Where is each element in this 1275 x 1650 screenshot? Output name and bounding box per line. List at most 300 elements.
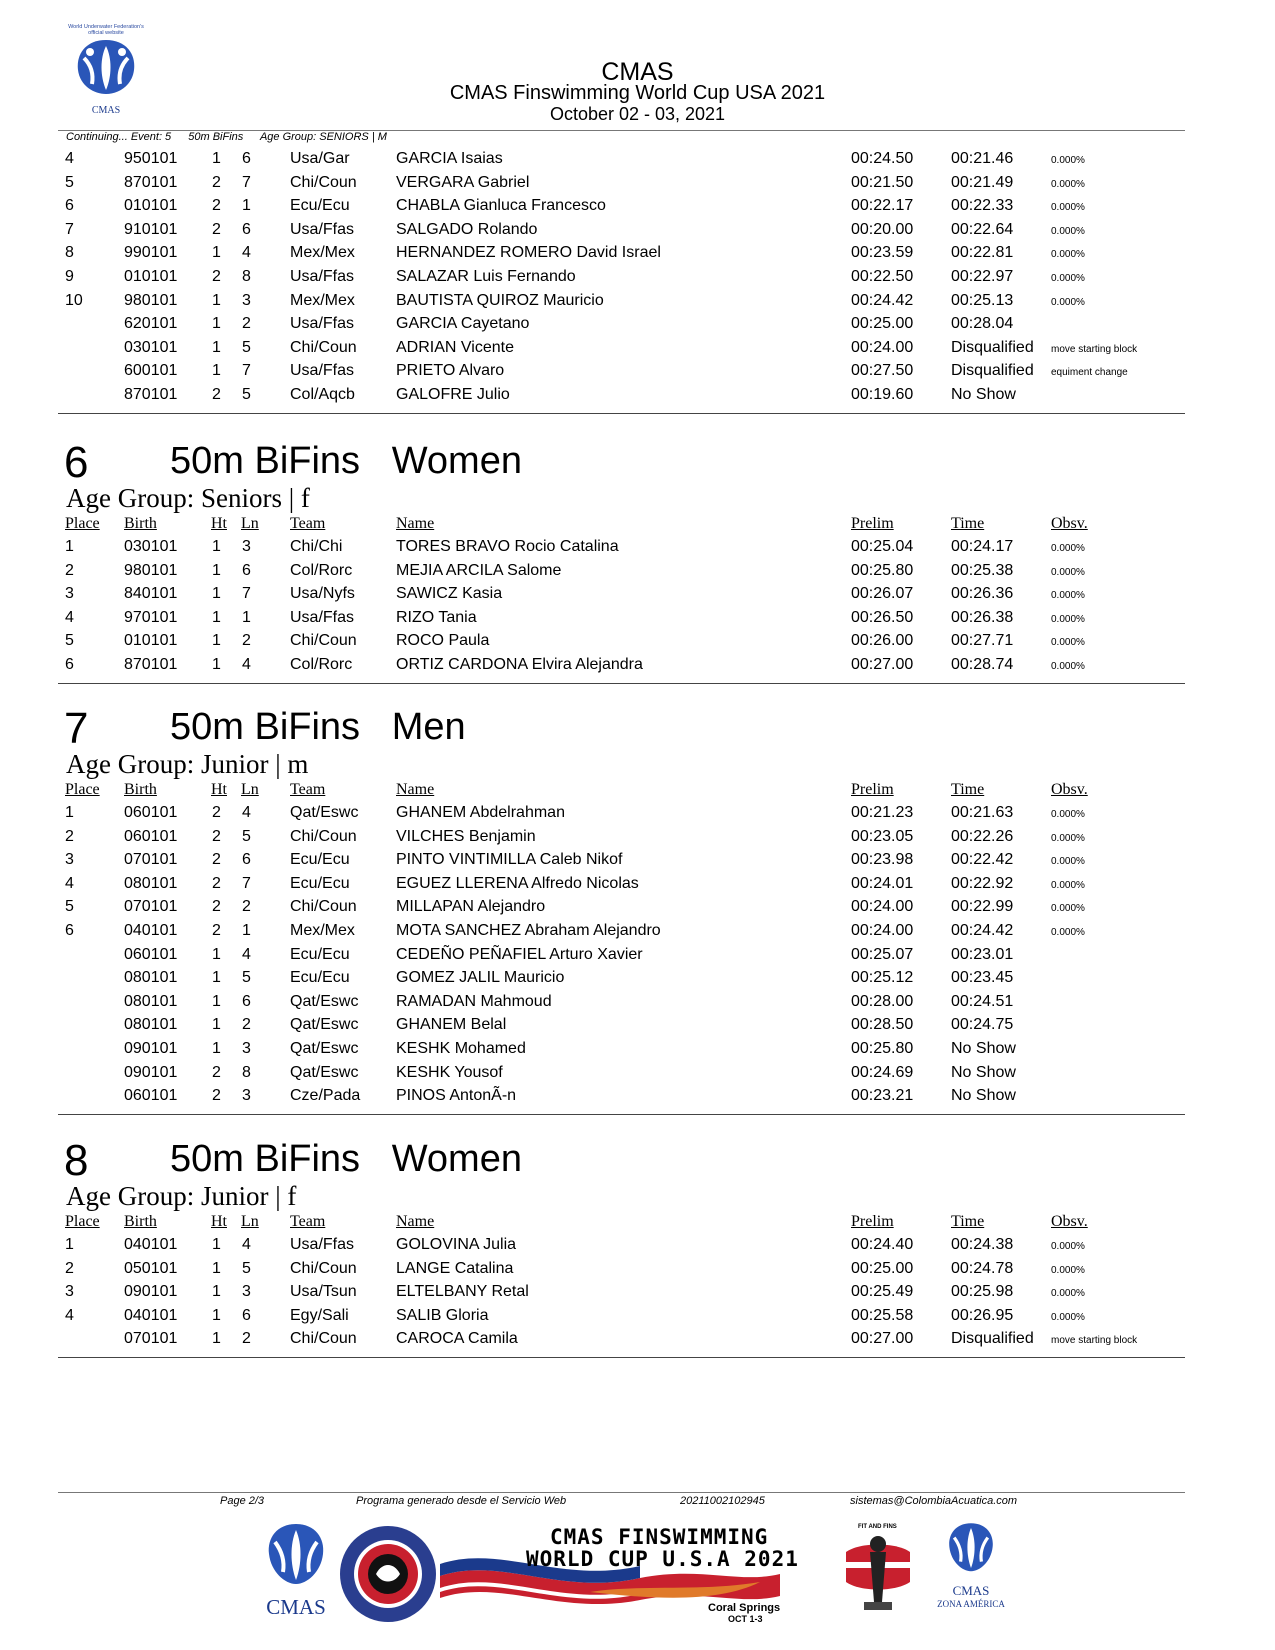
fit-text: FIT AND FINS [858,1524,897,1530]
cell-name: PINTO VINTIMILLA Caleb Nikof [396,851,623,869]
cmas-emblem-icon [941,1520,1001,1584]
cell-ln: 6 [242,561,251,579]
footer-page: Page 2/3 [220,1495,265,1507]
column-header-ln: Ln [241,1213,259,1230]
cell-place: 3 [65,585,74,603]
result-row [0,1064,1275,1088]
cell-prelim: 00:24.50 [851,150,914,167]
cell-place: 4 [65,608,74,626]
fit-and-fins-logo [840,1522,916,1622]
cell-place: 9 [65,268,74,285]
cell-time: 00:24.17 [951,538,1014,555]
cell-time: 00:21.46 [951,150,1014,167]
cell-ht: 1 [212,1306,221,1324]
cell-team: Chi/Coun [290,827,357,845]
cell-prelim: 00:27.50 [851,362,914,380]
cell-ht: 2 [212,1063,221,1081]
section-divider [58,413,1185,414]
cell-ht: 2 [212,1087,221,1105]
cell-time: 00:23.01 [951,945,1014,963]
footer-generated: Programa generado desde el Servicio Web [356,1495,567,1507]
cell-obsv: 0.000% [1051,856,1085,868]
banner-dates: OCT 1-3 [728,1614,763,1624]
result-row [0,993,1275,1017]
cell-time: 00:26.95 [951,1306,1014,1324]
cell-name: LANGE Catalina [396,1259,514,1277]
cell-prelim: 00:24.00 [851,338,914,356]
cell-place: 6 [65,656,74,673]
cell-birth: 600101 [124,362,178,380]
cell-ht: 2 [212,804,221,821]
cell-place: 5 [65,898,74,916]
result-row [0,362,1275,386]
cell-team: Ecu/Ecu [290,851,350,869]
cell-ln: 2 [242,632,251,650]
cell-prelim: 00:23.59 [851,244,914,262]
cell-obsv: 0.000% [1051,661,1085,672]
column-header-ht: Ht [211,781,227,798]
cell-time: No Show [951,386,1016,403]
cell-birth: 060101 [124,1087,178,1105]
column-header-place: Place [65,1213,100,1230]
cell-birth: 040101 [124,922,178,939]
cell-team: Ecu/Ecu [290,197,350,215]
cell-name: TORES BRAVO Rocio Catalina [396,538,619,555]
cell-ht: 1 [212,1236,221,1253]
cell-prelim: 00:22.17 [851,197,914,215]
cell-birth: 870101 [124,656,178,673]
cell-ht: 2 [212,851,221,869]
cell-ln: 2 [242,1330,251,1348]
cell-prelim: 00:21.50 [851,173,914,191]
cell-team: Mex/Mex [290,244,355,262]
cell-ln: 3 [242,538,251,555]
result-row [0,339,1275,363]
cell-team: Mex/Mex [290,291,355,309]
cell-birth: 090101 [124,1283,178,1301]
cell-ln: 5 [242,338,251,356]
cell-prelim: 00:26.50 [851,608,914,626]
column-header-time: Time [951,1213,985,1230]
cell-ln: 7 [242,173,251,191]
cell-time: 00:21.49 [951,173,1014,191]
cell-name: CEDEÑO PEÑAFIEL Arturo Xavier [396,945,643,963]
cell-name: ADRIAN Vicente [396,338,514,356]
result-row [0,315,1275,339]
cell-prelim: 00:24.69 [851,1063,914,1081]
cell-birth: 910101 [124,220,178,238]
cell-time: 00:22.26 [951,827,1014,845]
cell-prelim: 00:25.04 [851,538,914,555]
cell-ht: 1 [212,1283,221,1301]
cell-ht: 1 [212,1040,221,1057]
cell-place: 1 [65,804,74,821]
cell-name: GHANEM Belal [396,1016,507,1034]
cell-birth: 980101 [124,561,178,579]
cell-team: Cze/Pada [290,1087,361,1105]
cell-time: 00:28.74 [951,656,1014,673]
cell-ln: 2 [242,1016,251,1034]
result-row [0,268,1275,292]
cell-team: Usa/Ffas [290,1236,355,1253]
section-divider [58,1357,1185,1358]
cell-ht: 2 [212,922,221,939]
cell-ht: 2 [212,197,221,215]
cell-name: SALGADO Rolando [396,220,538,238]
cell-obsv: 0.000% [1051,1264,1085,1276]
result-row [0,804,1275,828]
cell-ht: 1 [212,945,221,963]
cell-team: Ecu/Ecu [290,945,350,963]
column-header-place: Place [65,781,100,798]
cell-time: 00:21.63 [951,804,1014,821]
cell-name: VILCHES Benjamin [396,827,536,845]
section-divider [58,683,1185,684]
cell-ln: 6 [242,992,251,1010]
cell-name: GARCIA Isaias [396,150,503,167]
cell-prelim: 00:24.40 [851,1236,914,1253]
event-title: 50m BiFins Men [170,706,466,748]
cell-obsv: 0.000% [1051,296,1085,308]
cell-team: Usa/Tsun [290,1283,357,1301]
cell-time: 00:24.51 [951,992,1014,1010]
cell-ln: 5 [242,1259,251,1277]
cell-team: Mex/Mex [290,922,355,939]
cell-time: 00:22.42 [951,851,1014,869]
cell-prelim: 00:25.00 [851,1259,914,1277]
cell-place: 2 [65,561,74,579]
column-header-ln: Ln [241,515,259,532]
cell-time: 00:28.04 [951,315,1014,333]
cell-obsv: 0.000% [1051,879,1085,891]
cell-obsv: 0.000% [1051,178,1085,190]
cell-prelim: 00:23.98 [851,851,914,869]
cell-place: 5 [65,632,74,650]
cell-ln: 4 [242,945,251,963]
cell-ln: 1 [242,608,251,626]
cell-birth: 010101 [124,268,178,285]
cell-birth: 060101 [124,827,178,845]
cell-ht: 1 [212,291,221,309]
cell-ht: 1 [212,150,221,167]
column-header-obsv: Obsv. [1051,515,1088,532]
cell-team: Ecu/Ecu [290,874,350,892]
cell-birth: 070101 [124,1330,178,1348]
cell-ln: 5 [242,386,251,403]
cell-place: 2 [65,827,74,845]
cell-time: 00:22.64 [951,220,1014,238]
cell-obsv: move starting block [1051,343,1138,355]
banner-line1: CMAS FINSWIMMING [550,1525,769,1549]
result-row [0,221,1275,245]
column-header-birth: Birth [124,1213,157,1230]
society-seal-icon [338,1524,438,1624]
cell-team: Usa/Ffas [290,268,355,285]
cell-obsv: 0.000% [1051,1241,1085,1252]
cell-place: 5 [65,173,74,191]
cell-prelim: 00:25.58 [851,1306,914,1324]
cell-birth: 090101 [124,1063,178,1081]
cell-prelim: 00:22.50 [851,268,914,285]
cell-ht: 1 [212,338,221,356]
column-header-place: Place [65,515,100,532]
cell-ht: 1 [212,561,221,579]
result-row [0,585,1275,609]
result-row [0,875,1275,899]
event-age-group: Age Group: Junior | m [66,749,309,779]
column-header-row [0,515,1275,537]
cell-ht: 1 [212,992,221,1010]
cell-ln: 6 [242,1306,251,1324]
column-header-time: Time [951,515,985,532]
cell-team: Qat/Eswc [290,992,359,1010]
cell-prelim: 00:27.00 [851,1330,914,1348]
result-row [0,150,1275,174]
cell-place: 6 [65,922,74,939]
column-header-time: Time [951,781,985,798]
cell-time: No Show [951,1087,1016,1105]
column-header-obsv: Obsv. [1051,1213,1088,1230]
event-title: 50m BiFins Women [170,440,522,482]
cell-obsv: 0.000% [1051,613,1085,625]
cell-time: 00:23.45 [951,969,1014,987]
cell-place: 6 [65,197,74,215]
result-row [0,898,1275,922]
footer-email: sistemas@ColombiaAcuatica.com [850,1495,1018,1507]
result-row [0,1016,1275,1040]
cell-ln: 7 [242,362,251,380]
cell-birth: 980101 [124,291,178,309]
cell-team: Chi/Coun [290,1259,357,1277]
column-header-prelim: Prelim [851,515,894,532]
cell-prelim: 00:27.00 [851,656,914,673]
cell-prelim: 00:26.00 [851,632,914,650]
cell-time: 00:25.38 [951,561,1014,579]
cell-obsv: 0.000% [1051,566,1085,578]
cell-time: 00:22.97 [951,268,1014,285]
cell-team: Col/Rorc [290,561,353,579]
result-row [0,1307,1275,1331]
cell-team: Qat/Eswc [290,1040,359,1057]
cell-team: Usa/Ffas [290,608,355,626]
cell-ln: 6 [242,220,251,238]
cell-place: 8 [65,244,74,262]
cell-time: No Show [951,1063,1016,1081]
column-header-name: Name [396,781,435,798]
result-row [0,174,1275,198]
cell-time: No Show [951,1040,1016,1057]
result-row [0,632,1275,656]
continuing-age-group: Age Group: SENIORS | M [259,131,387,143]
cell-birth: 080101 [124,1016,178,1034]
cell-birth: 070101 [124,898,178,916]
result-row [0,1040,1275,1064]
cell-birth: 030101 [124,338,178,356]
column-header-team: Team [290,781,326,798]
continuing-distance: 50m BiFins [188,131,244,143]
cell-ln: 3 [242,1040,251,1057]
zona-cmas-text: CMAS [952,1583,990,1598]
cell-name: ORTIZ CARDONA Elvira Alejandra [396,656,643,673]
cell-time: 00:25.98 [951,1283,1014,1301]
cell-ht: 2 [212,874,221,892]
cell-team: Chi/Chi [290,538,343,555]
cell-prelim: 00:23.21 [851,1087,914,1105]
cell-team: Chi/Coun [290,1330,357,1348]
result-row [0,922,1275,946]
footer-divider [58,1492,1185,1493]
cell-birth: 950101 [124,150,178,167]
cell-birth: 870101 [124,386,178,403]
footer-logos [0,1518,1275,1638]
event-age-group: Age Group: Seniors | f [66,483,310,513]
cell-time: Disqualified [951,338,1034,356]
cell-name: ROCO Paula [396,632,490,650]
cell-obsv: 0.000% [1051,903,1085,915]
footer-cmas-logo [256,1520,336,1620]
cell-birth: 080101 [124,969,178,987]
cell-place: 2 [65,1259,74,1277]
cell-prelim: 00:24.00 [851,898,914,916]
cell-name: CAROCA Camila [396,1330,518,1348]
cell-obsv: 0.000% [1051,273,1085,284]
cell-prelim: 00:24.00 [851,922,914,939]
cell-time: 00:24.42 [951,922,1014,939]
cell-place: 3 [65,1283,74,1301]
cell-team: Qat/Eswc [290,804,359,821]
cell-name: MEJIA ARCILA Salome [396,561,562,579]
result-row [0,538,1275,562]
cell-ln: 3 [242,1283,251,1301]
cell-team: Chi/Coun [290,173,357,191]
event-title: 50m BiFins Women [170,1138,522,1180]
logo-cmas-text: CMAS [91,105,121,116]
cell-ln: 8 [242,268,251,285]
logo-tagline-2: official website [88,30,124,36]
cell-ln: 4 [242,656,251,673]
cell-ln: 2 [242,315,251,333]
cell-place: 7 [65,220,74,238]
cell-place: 1 [65,538,74,555]
cell-ln: 7 [242,874,251,892]
cell-birth: 620101 [124,315,178,333]
cell-ht: 1 [212,656,221,673]
world-cup-banner [440,1526,800,1626]
cell-prelim: 00:24.01 [851,874,914,892]
swimmer-trophy-icon [840,1522,916,1622]
cell-birth: 990101 [124,244,178,262]
cell-ht: 2 [212,827,221,845]
cell-prelim: 00:25.80 [851,561,914,579]
cell-time: 00:25.13 [951,291,1014,309]
cell-ln: 7 [242,585,251,603]
cell-name: SALAZAR Luis Fernando [396,268,576,285]
cell-prelim: 00:28.00 [851,992,914,1010]
column-header-prelim: Prelim [851,1213,894,1230]
cell-obsv: 0.000% [1051,543,1085,554]
zona-america-text: ZONA AMÉRICA [937,1599,1005,1609]
cell-team: Egy/Sali [290,1306,349,1324]
cell-ln: 6 [242,851,251,869]
cell-ht: 1 [212,585,221,603]
cell-team: Qat/Eswc [290,1016,359,1034]
cell-ht: 2 [212,173,221,191]
result-row [0,656,1275,680]
cell-name: PRIETO Alvaro [396,362,505,380]
result-row [0,609,1275,633]
cell-ht: 1 [212,362,221,380]
cell-time: 00:22.81 [951,244,1014,262]
cell-obsv: 0.000% [1051,202,1085,214]
cell-birth: 080101 [124,874,178,892]
cell-ln: 3 [242,1087,251,1105]
cell-obsv: 0.000% [1051,832,1085,844]
cell-name: GHANEM Abdelrahman [396,804,565,821]
cell-name: MILLAPAN Alejandro [396,898,546,916]
cell-time: 00:22.99 [951,898,1014,916]
cell-name: KESHK Mohamed [396,1040,526,1057]
result-row [0,244,1275,268]
cell-name: MOTA SANCHEZ Abraham Alejandro [396,922,661,939]
result-row [0,1236,1275,1260]
cell-name: KESHK Yousof [396,1063,503,1081]
result-row [0,969,1275,993]
cell-name: RIZO Tania [396,608,477,626]
result-row [0,1087,1275,1111]
cell-time: Disqualified [951,1330,1034,1348]
column-header-obsv: Obsv. [1051,781,1088,798]
cell-ht: 1 [212,632,221,650]
cell-time: 00:24.78 [951,1259,1014,1277]
column-header-row [0,1213,1275,1235]
result-row [0,562,1275,586]
cell-name: GOLOVINA Julia [396,1236,517,1253]
cell-ht: 2 [212,268,221,285]
cell-ln: 4 [242,1236,251,1253]
cell-time: 00:24.75 [951,1016,1014,1034]
column-header-birth: Birth [124,781,157,798]
column-header-prelim: Prelim [851,781,894,798]
cell-birth: 010101 [124,632,178,650]
cell-birth: 030101 [124,538,178,555]
event-number: 7 [64,704,89,753]
section-divider [58,1114,1185,1115]
event-number: 8 [64,1136,89,1185]
cell-team: Usa/Nyfs [290,585,355,603]
result-row [0,1330,1275,1354]
cell-ht: 1 [212,608,221,626]
cell-ln: 4 [242,244,251,262]
cell-birth: 870101 [124,173,178,191]
cell-name: PINOS AntonÃ-n [396,1087,517,1105]
cell-obsv: equiment change [1051,367,1128,379]
cell-ht: 1 [212,1330,221,1348]
cell-ht: 2 [212,898,221,916]
cell-name: GARCIA Cayetano [396,315,530,333]
cell-ht: 1 [212,969,221,987]
cell-time: 00:22.92 [951,874,1014,892]
cell-name: BAUTISTA QUIROZ Mauricio [396,291,604,309]
cell-prelim: 00:25.49 [851,1283,914,1301]
cmas-emblem-icon [261,1520,331,1600]
underwater-society-logo [338,1524,438,1629]
cell-ln: 8 [242,1063,251,1081]
cell-obsv: 0.000% [1051,249,1085,261]
event-number: 6 [64,438,89,487]
cell-prelim: 00:25.00 [851,315,914,333]
cell-ln: 6 [242,150,251,167]
cell-name: SALIB Gloria [396,1306,489,1324]
